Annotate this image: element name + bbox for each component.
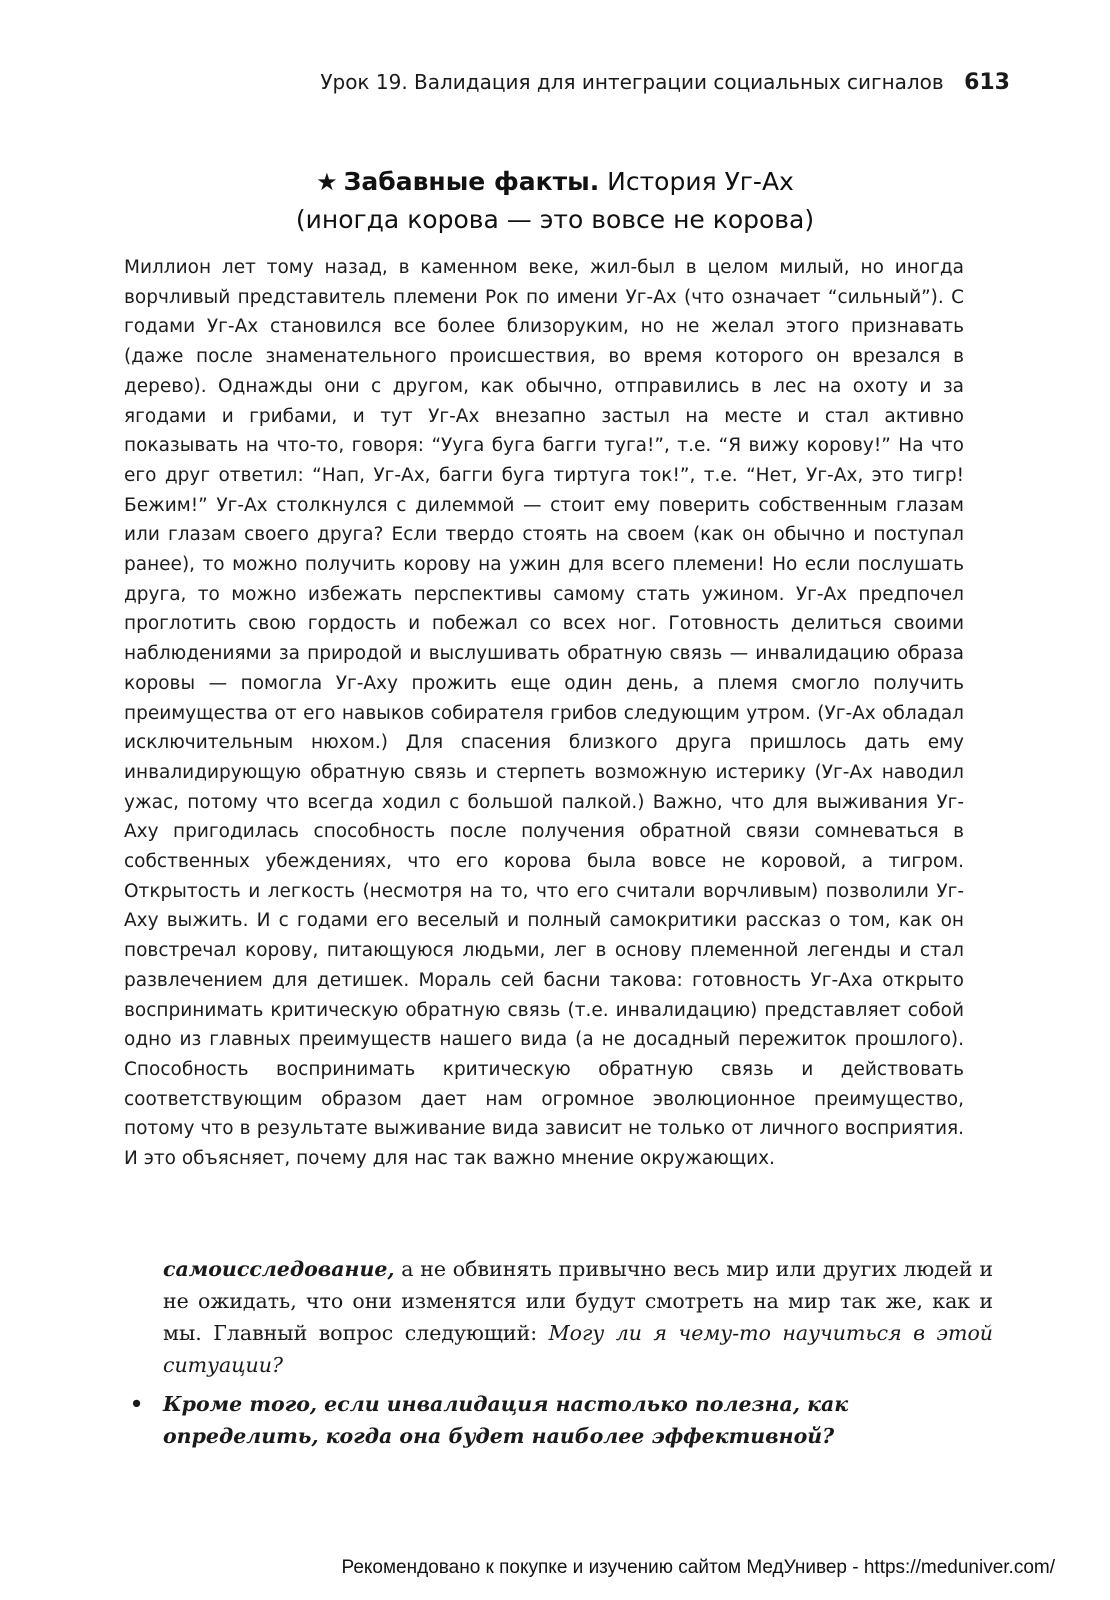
running-head (320, 70, 1010, 95)
sidebar-title-line-1 (0, 163, 1110, 201)
sidebar-title-bold: Забавные факты. (343, 167, 600, 196)
sidebar-title-line-2: (иногда корова — это вовсе не корова) (295, 205, 815, 234)
continuation-paragraph (163, 1253, 993, 1381)
bullet-text: Кроме того, если инвалидация настолько полезна, как определить, когда она будет наиболее эффективной? (163, 1392, 849, 1448)
continuation-emphasis: самоисследование, (163, 1257, 395, 1281)
footer-note: Рекомендовано к покупке и изучению сайтом МедУнивер - https://meduniver.com/ (341, 1557, 1055, 1578)
page-number: 613 (964, 70, 1010, 95)
sidebar-body: Миллион лет тому назад, в каменном веке, жил-был в целом милый, но иногда ворчливый представитель племени Рок по имени Уг-Ах (что означает “сильный”). С годами Уг-Ах становился все более близоруким, но не желал этого признавать (даже после знаменательного происшествия, во время которого он врезался в дерево). Однажды они с другом, как обычно, отправились в лес на охоту и за ягодами и грибами, и тут Уг-Ах внезапно застыл на месте и стал активно показывать на что-то, говоря: “Ууга буга багги туга!”, т.е. “Я вижу корову!” На что его друг ответил: “Нап, Уг-Ах, багги буга тиртуга ток!”, т.е. “Нет, Уг-Ах, это тигр! Бежим!” Уг-Ах столкнулся с дилеммой — стоит ему поверить собственным глазам или глазам своего друга? Если твердо стоять на своем (как он обычно и поступал ранее), то можно получить корову на ужин для всего племени! Но если послушать друга, то можно избежать перспективы самому стать ужином. Уг-Ах предпочел проглотить свою гордость и побежал со всех ног. Готовность делиться своими наблюдениями за природой и выслушивать обратную связь — инвалидацию образа коровы — помогла Уг-Аху прожить еще один день, а племя смогло получить преимущества от его навыков собирателя грибов следующим утром. (Уг-Ах обладал исключительным нюхом.) Для спасения близкого друга пришлось дать ему инвалидирующую обратную связь и стерпеть возможную истерику (Уг-Ах наводил ужас, потому что всегда ходил с большой палкой.) Важно, что для выживания Уг-Аху пригодилась способность после получения обратной связи сомневаться в собственных убеждениях, что его корова была вовсе не коровой, а тигром. Открытость и легкость (несмотря на то, что его считали ворчливым) позволили Уг-Аху выжить. И с годами его веселый и полный самокритики рассказ о том, как он повстречал корову, питающуюся людьми, лег в основу племенной легенды и стал развлечением для детишек. Мораль сей басни такова: готовность Уг-Аха открыто воспринимать критическую обратную связь (т.е. инвалидацию) представляет собой одно из главных преимуществ нашего вида (а не досадный пережиток прошлого). Способность воспринимать критическую обратную связь и действовать соответствующим образом дает нам огромное эволюционное преимущество, потому что в результате выживание вида зависит не только от личного восприятия. И это объясняет, почему для нас так важно мнение окружающих. (124, 257, 964, 1170)
star-icon: ★ (316, 168, 338, 196)
sidebar-title-rest: История Уг-Ах (607, 167, 794, 196)
sidebar-title (0, 163, 1110, 239)
bullet-marker: • (130, 1392, 144, 1416)
bullet-item (130, 1388, 1000, 1452)
continuation-question: Могу ли я чему-то научиться в этой ситуации? (163, 1321, 994, 1377)
continuation-text: а не обвинять привычно весь мир или других людей и не ожидать, что они изменятся или будут смотреть на мир так же, как и мы. Главный вопрос следующий: (163, 1257, 993, 1345)
running-head-title: Урок 19. Валидация для интеграции социальных сигналов (320, 70, 944, 94)
